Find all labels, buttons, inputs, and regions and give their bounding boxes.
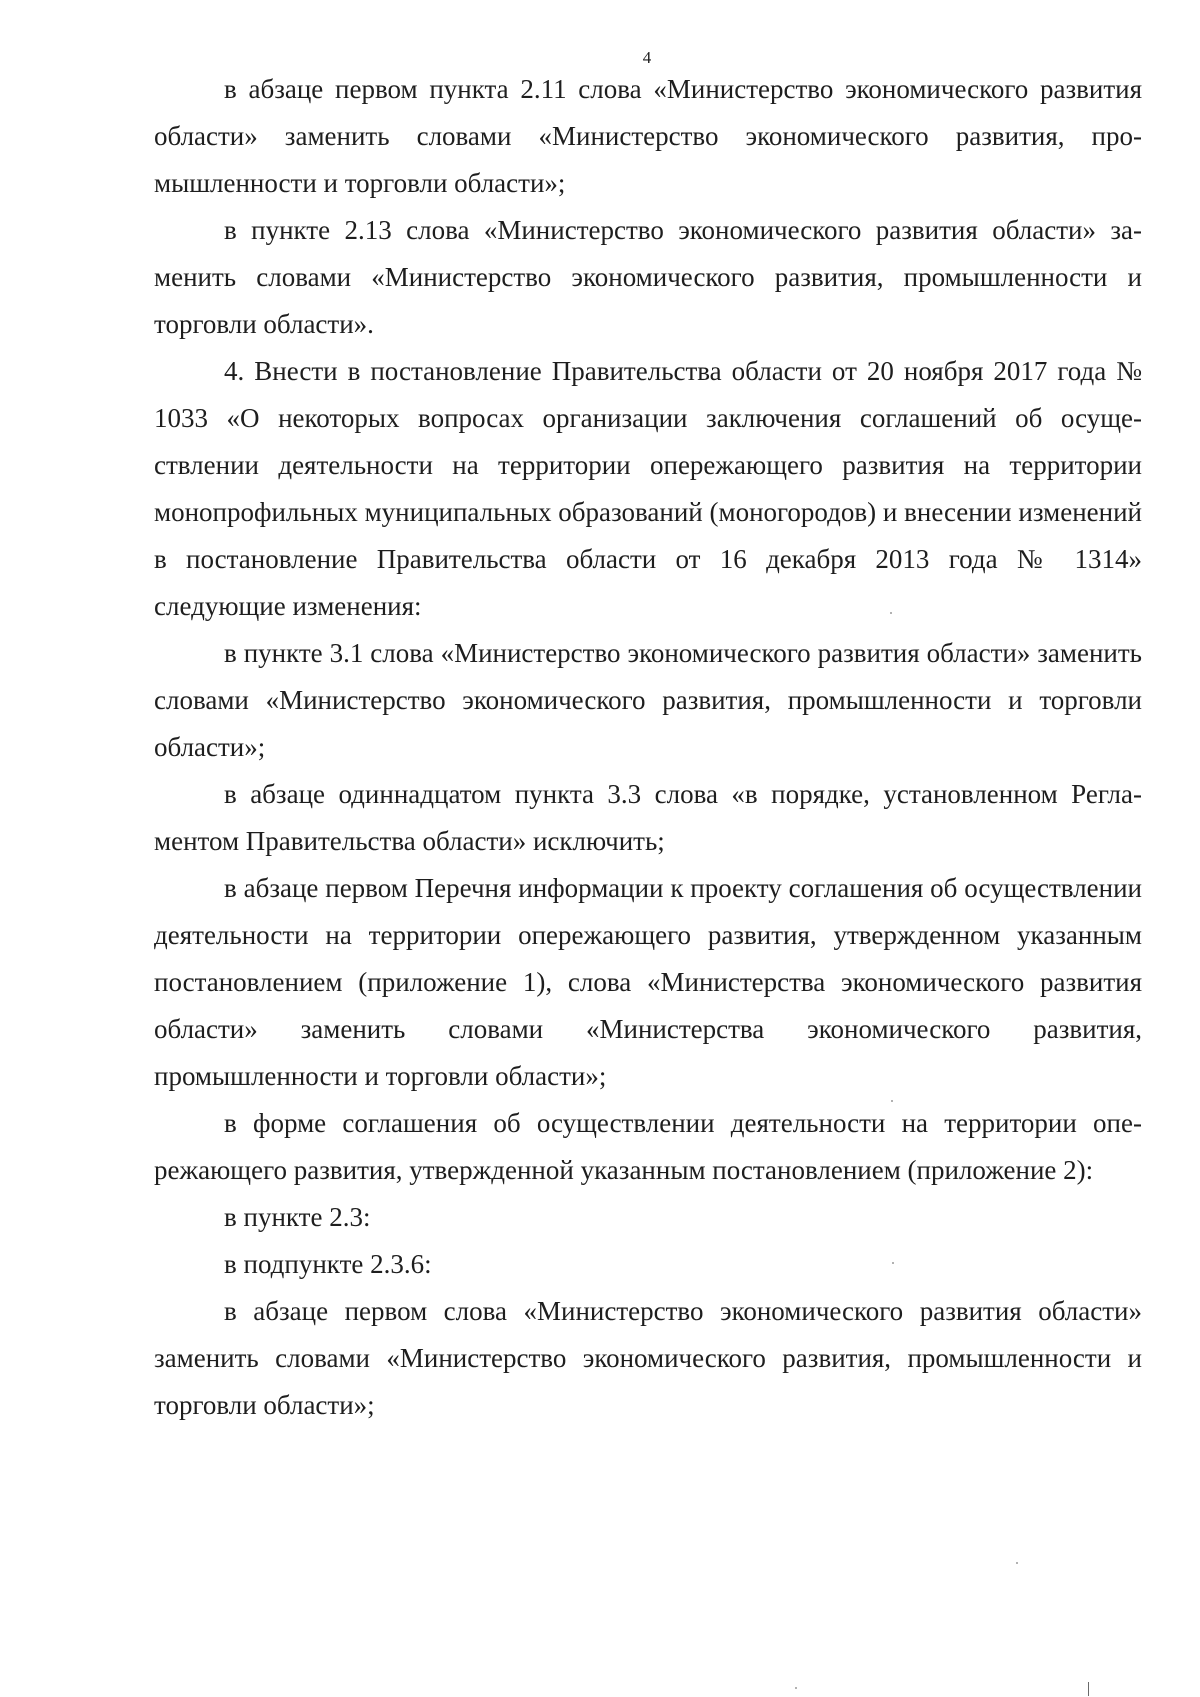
paragraph-clause-3-1: в пункте 3.1 слова «Министерство экономического развития области» заменить словами «Министерство экономического развития, промышленности и торговли области»; — [154, 638, 1142, 762]
scan-speck — [892, 1262, 894, 1264]
paragraph-clause-2-11: в абзаце первом пункта 2.11 слова «Министерство экономического развития области» заменить словами «Министерство экономического развития, промышленности и торговли области»; — [154, 74, 1142, 198]
paragraph-appendix-2: в форме соглашения об осуществлении деятельности на территории опережающего развития, утвержденной указанным постановлением (приложение 2): — [154, 1108, 1142, 1185]
paragraph-clause-3-3: в абзаце одиннадцатом пункта 3.3 слова «в порядке, установленном Регламентом Правительства области» исключить; — [154, 779, 1142, 856]
scan-speck — [795, 1687, 797, 1689]
document-body — [154, 66, 1142, 1429]
scan-speck — [1016, 1562, 1018, 1564]
paragraph-appendix-1: в абзаце первом Перечня информации к проекту соглашения об осуществлении деятельности на территории опережающего развития, утвержденном указанным постановлением (приложение 1), слова «Министерства экономического развития области» заменить словами «Министерства экономического развития, промышленности и торговли области»; — [154, 873, 1142, 1091]
paragraph-clause-2-3: в пункте 2.3: — [224, 1202, 371, 1232]
paragraph-subclause-2-3-6: в подпункте 2.3.6: — [224, 1249, 432, 1279]
scan-speck — [890, 612, 892, 614]
scan-edge-mark — [1088, 1682, 1089, 1696]
scan-speck — [891, 1100, 893, 1102]
paragraph-subclause-2-3-6-first: в абзаце первом слова «Министерство экономического развития области» заменить словами «Министерство экономического развития, промышленности и торговли области»; — [154, 1296, 1142, 1420]
paragraph-clause-2-13: в пункте 2.13 слова «Министерство экономического развития области» заменить словами «Министерство экономического развития, промышленности и торговли области». — [154, 215, 1142, 339]
page-number: 4 — [642, 48, 652, 67]
paragraph-item-4: 4. Внести в постановление Правительства области от 20 ноября 2017 года № 1033 «О некоторых вопросах организации заключения соглашений об осуществлении деятельности на территории опережающего развития на территории монопрофильных муниципальных образований (моногородов) и внесении изменений в постановление Правительства области от 16 декабря 2013 года № 1314» следующие изменения: — [154, 356, 1142, 621]
